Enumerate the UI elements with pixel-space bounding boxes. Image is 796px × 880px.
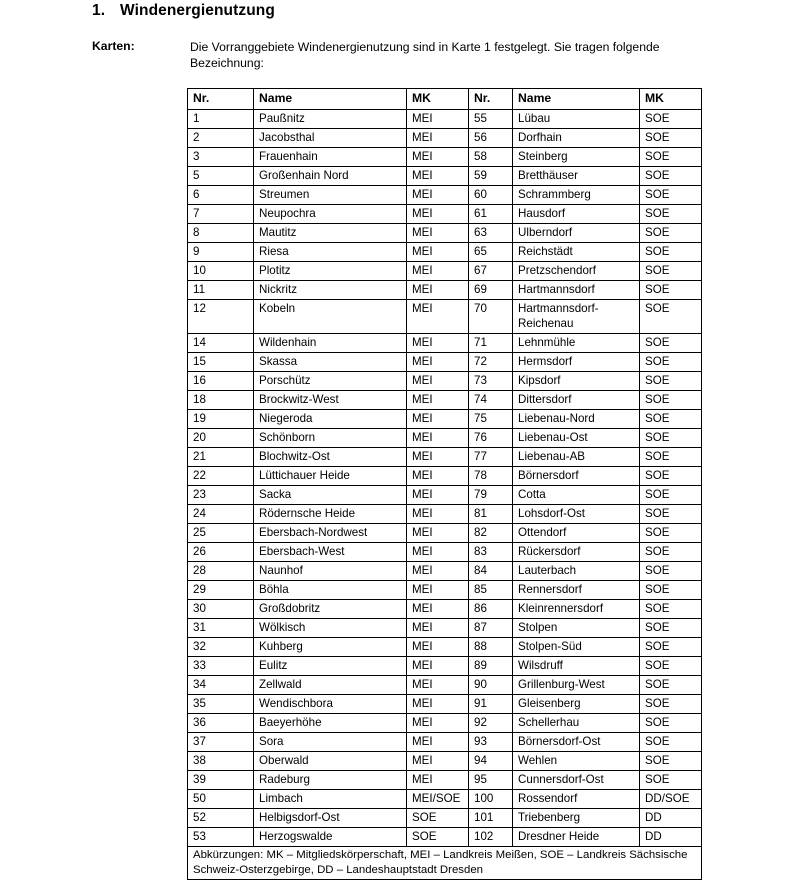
table-cell: 34 <box>188 675 254 694</box>
table-cell: MEI <box>407 770 469 789</box>
table-cell: Pretzschendorf <box>513 262 640 281</box>
table-cell: Wildenhain <box>254 333 407 352</box>
table-cell: MEI <box>407 694 469 713</box>
table-cell: Neupochra <box>254 205 407 224</box>
table-cell: SOE <box>640 580 702 599</box>
table-row <box>188 390 702 409</box>
table-cell: Ebersbach-West <box>254 542 407 561</box>
table-cell: Liebenau-Ost <box>513 428 640 447</box>
table-cell: Kleinrennersdorf <box>513 599 640 618</box>
table-cell: Streumen <box>254 186 407 205</box>
table-cell: 56 <box>469 129 513 148</box>
table-cell: 71 <box>469 333 513 352</box>
table-cell: MEI <box>407 281 469 300</box>
table-cell: Sora <box>254 732 407 751</box>
column-header-mk-right: MK <box>640 89 702 110</box>
table-cell: 92 <box>469 713 513 732</box>
table-cell: MEI <box>407 732 469 751</box>
table-cell: Naunhof <box>254 561 407 580</box>
table-cell: SOE <box>640 675 702 694</box>
table-cell: MEI <box>407 205 469 224</box>
table-cell: MEI <box>407 167 469 186</box>
table-cell: Großenhain Nord <box>254 167 407 186</box>
table-cell: Frauenhain <box>254 148 407 167</box>
table-cell: 83 <box>469 542 513 561</box>
table-row <box>188 409 702 428</box>
table-cell: 79 <box>469 485 513 504</box>
table-cell: 94 <box>469 751 513 770</box>
table-cell: SOE <box>640 390 702 409</box>
table-row <box>188 523 702 542</box>
table-cell: SOE <box>640 637 702 656</box>
table-cell: 5 <box>188 167 254 186</box>
table-cell: Baeyerhöhe <box>254 713 407 732</box>
table-cell: 30 <box>188 599 254 618</box>
table-cell: 14 <box>188 333 254 352</box>
table-cell: Dittersdorf <box>513 390 640 409</box>
table-cell: Böhla <box>254 580 407 599</box>
table-row <box>188 186 702 205</box>
table-cell: 32 <box>188 637 254 656</box>
table-cell: 21 <box>188 447 254 466</box>
table-cell: Porschütz <box>254 371 407 390</box>
table-cell: 59 <box>469 167 513 186</box>
table-cell: 102 <box>469 827 513 846</box>
table-row <box>188 599 702 618</box>
table-cell: MEI <box>407 599 469 618</box>
table-cell: 70 <box>469 300 513 334</box>
heading-text: Windenergienutzung <box>120 2 275 19</box>
table-row <box>188 637 702 656</box>
table-cell: SOE <box>640 129 702 148</box>
table-cell: Großdobritz <box>254 599 407 618</box>
table-cell: Ottendorf <box>513 523 640 542</box>
table-cell: Schönborn <box>254 428 407 447</box>
table-cell: MEI <box>407 333 469 352</box>
column-header-mk-left: MK <box>407 89 469 110</box>
table-row <box>188 428 702 447</box>
table-row <box>188 732 702 751</box>
table-cell: 65 <box>469 243 513 262</box>
table-cell: 63 <box>469 224 513 243</box>
table-row <box>188 110 702 129</box>
table-row <box>188 713 702 732</box>
table-cell: MEI <box>407 656 469 675</box>
table-row <box>188 243 702 262</box>
table-cell: MEI <box>407 110 469 129</box>
table-cell: 85 <box>469 580 513 599</box>
table-cell: Wölkisch <box>254 618 407 637</box>
table-cell: 16 <box>188 371 254 390</box>
table-row <box>188 485 702 504</box>
table-cell: 12 <box>188 300 254 334</box>
column-header-nr-right: Nr. <box>469 89 513 110</box>
table-cell: 35 <box>188 694 254 713</box>
table-cell: 60 <box>469 186 513 205</box>
table-cell: SOE <box>640 656 702 675</box>
table-footnote-row <box>188 846 702 879</box>
table-cell: 39 <box>188 770 254 789</box>
table-cell: 23 <box>188 485 254 504</box>
table-cell: Nickritz <box>254 281 407 300</box>
table-cell: Lehnmühle <box>513 333 640 352</box>
table-cell: MEI <box>407 224 469 243</box>
page-title <box>92 2 275 20</box>
table-cell: MEI <box>407 243 469 262</box>
table-cell: Ulberndorf <box>513 224 640 243</box>
table-cell: MEI <box>407 637 469 656</box>
table-cell: Wehlen <box>513 751 640 770</box>
table-cell: 87 <box>469 618 513 637</box>
table-row <box>188 789 702 808</box>
table-cell: 6 <box>188 186 254 205</box>
table-cell: SOE <box>640 599 702 618</box>
table-cell: Eulitz <box>254 656 407 675</box>
table-cell: Limbach <box>254 789 407 808</box>
table-cell: 88 <box>469 637 513 656</box>
table-cell: SOE <box>640 523 702 542</box>
table-cell: Niegeroda <box>254 409 407 428</box>
table-cell: MEI <box>407 390 469 409</box>
table-cell: SOE <box>640 770 702 789</box>
table-row <box>188 262 702 281</box>
table-row <box>188 129 702 148</box>
table-row <box>188 675 702 694</box>
table-cell: MEI <box>407 466 469 485</box>
table-cell: MEI <box>407 148 469 167</box>
table-cell: SOE <box>640 224 702 243</box>
table-cell: Riesa <box>254 243 407 262</box>
table-cell: Helbigsdorf-Ost <box>254 808 407 827</box>
heading-number: 1. <box>92 2 106 19</box>
table-cell: SOE <box>640 205 702 224</box>
table-cell: MEI <box>407 262 469 281</box>
vorranggebiete-table <box>187 88 702 880</box>
table-row <box>188 618 702 637</box>
table-cell: 11 <box>188 281 254 300</box>
table-cell: 55 <box>469 110 513 129</box>
table-cell: Lüttichauer Heide <box>254 466 407 485</box>
table-cell: 74 <box>469 390 513 409</box>
table-cell: Hausdorf <box>513 205 640 224</box>
table-cell: MEI/SOE <box>407 789 469 808</box>
table-cell: 28 <box>188 561 254 580</box>
table-cell: Stolpen-Süd <box>513 637 640 656</box>
table-cell: MEI <box>407 561 469 580</box>
table-cell: SOE <box>640 542 702 561</box>
table-cell: 67 <box>469 262 513 281</box>
table-cell: 75 <box>469 409 513 428</box>
column-header-nr-left: Nr. <box>188 89 254 110</box>
table-cell: 19 <box>188 409 254 428</box>
table-row <box>188 205 702 224</box>
column-header-name-left: Name <box>254 89 407 110</box>
table-cell: Reichstädt <box>513 243 640 262</box>
table-cell: Skassa <box>254 352 407 371</box>
table-cell: Plotitz <box>254 262 407 281</box>
table-cell: Schrammberg <box>513 186 640 205</box>
table-cell: Kipsdorf <box>513 371 640 390</box>
table-cell: 25 <box>188 523 254 542</box>
table-cell: 20 <box>188 428 254 447</box>
table-cell: 37 <box>188 732 254 751</box>
table-cell: SOE <box>640 262 702 281</box>
table-cell: SOE <box>640 447 702 466</box>
table-cell: 18 <box>188 390 254 409</box>
table-row <box>188 561 702 580</box>
table-cell: Dorfhain <box>513 129 640 148</box>
table-cell: SOE <box>640 485 702 504</box>
table-cell: 10 <box>188 262 254 281</box>
karten-label: Karten: <box>92 39 135 53</box>
table-cell: SOE <box>640 300 702 334</box>
table-cell: Jacobsthal <box>254 129 407 148</box>
table-row <box>188 281 702 300</box>
table-row <box>188 542 702 561</box>
table-cell: SOE <box>640 732 702 751</box>
table-cell: MEI <box>407 352 469 371</box>
table-cell: 26 <box>188 542 254 561</box>
table-cell: Oberwald <box>254 751 407 770</box>
table-row <box>188 827 702 846</box>
table-cell: Steinberg <box>513 148 640 167</box>
table-cell: SOE <box>640 694 702 713</box>
table-row <box>188 466 702 485</box>
table-cell: SOE <box>640 409 702 428</box>
table-cell: SOE <box>407 808 469 827</box>
table-cell: Dresdner Heide <box>513 827 640 846</box>
table-cell: SOE <box>640 167 702 186</box>
table-row <box>188 808 702 827</box>
table-cell: 72 <box>469 352 513 371</box>
abbreviation-note: Abkürzungen: MK – Mitgliedskörperschaft, MEI – Landkreis Meißen, SOE – Landkreis Sächsische Schweiz-Osterzgebirge, DD – Landeshauptstadt Dresden <box>188 846 702 879</box>
table-cell: MEI <box>407 618 469 637</box>
table-row <box>188 352 702 371</box>
table-cell: Cunnersdorf-Ost <box>513 770 640 789</box>
table-cell: 61 <box>469 205 513 224</box>
table-cell: SOE <box>640 110 702 129</box>
table-cell: MEI <box>407 409 469 428</box>
table-cell: Hartmannsdorf <box>513 281 640 300</box>
table-cell: 78 <box>469 466 513 485</box>
table-cell: Sacka <box>254 485 407 504</box>
table-cell: SOE <box>640 713 702 732</box>
table-row <box>188 770 702 789</box>
table-cell: 89 <box>469 656 513 675</box>
table-cell: Brockwitz-West <box>254 390 407 409</box>
table-cell: 86 <box>469 599 513 618</box>
table-cell: MEI <box>407 129 469 148</box>
table-cell: MEI <box>407 504 469 523</box>
table-cell: Bretthäuser <box>513 167 640 186</box>
table-cell: Wendischbora <box>254 694 407 713</box>
table-cell: 8 <box>188 224 254 243</box>
table-cell: 22 <box>188 466 254 485</box>
table-cell: Rossendorf <box>513 789 640 808</box>
table-cell: Ebersbach-Nordwest <box>254 523 407 542</box>
table-row <box>188 300 702 334</box>
table-cell: Grillenburg-West <box>513 675 640 694</box>
table-cell: SOE <box>640 186 702 205</box>
table-row <box>188 580 702 599</box>
table-cell: Hartmannsdorf-Reichenau <box>513 300 640 334</box>
table-cell: 52 <box>188 808 254 827</box>
table-cell: SOE <box>640 333 702 352</box>
intro-paragraph: Die Vorranggebiete Windenergienutzung sind in Karte 1 festgelegt. Sie tragen folgende Bezeichnung: <box>190 40 660 71</box>
table-cell: 95 <box>469 770 513 789</box>
table-cell: Kobeln <box>254 300 407 334</box>
table-cell: 24 <box>188 504 254 523</box>
table-cell: 9 <box>188 243 254 262</box>
table-cell: 81 <box>469 504 513 523</box>
table-cell: Lohsdorf-Ost <box>513 504 640 523</box>
table-cell: SOE <box>640 352 702 371</box>
table-cell: 58 <box>469 148 513 167</box>
table-cell: MEI <box>407 371 469 390</box>
table-cell: 91 <box>469 694 513 713</box>
table-cell: 73 <box>469 371 513 390</box>
table-cell: Lauterbach <box>513 561 640 580</box>
table-cell: Rödernsche Heide <box>254 504 407 523</box>
column-header-name-right: Name <box>513 89 640 110</box>
table-cell: 3 <box>188 148 254 167</box>
table-cell: MEI <box>407 300 469 334</box>
table-cell: DD <box>640 827 702 846</box>
table-cell: Liebenau-Nord <box>513 409 640 428</box>
table-row <box>188 371 702 390</box>
table-cell: Stolpen <box>513 618 640 637</box>
table-row <box>188 148 702 167</box>
table-cell: MEI <box>407 675 469 694</box>
table-cell: 50 <box>188 789 254 808</box>
table-cell: 100 <box>469 789 513 808</box>
table-cell: SOE <box>640 504 702 523</box>
table-cell: SOE <box>640 466 702 485</box>
table-row <box>188 224 702 243</box>
table-cell: SOE <box>640 371 702 390</box>
table-header-row <box>188 89 702 110</box>
table-cell: 33 <box>188 656 254 675</box>
table-cell: MEI <box>407 428 469 447</box>
table-cell: Lübau <box>513 110 640 129</box>
table-cell: 15 <box>188 352 254 371</box>
table-row <box>188 656 702 675</box>
table-cell: MEI <box>407 542 469 561</box>
table-cell: MEI <box>407 751 469 770</box>
table-cell: Cotta <box>513 485 640 504</box>
table-cell: 7 <box>188 205 254 224</box>
table-cell: 31 <box>188 618 254 637</box>
table-cell: Blochwitz-Ost <box>254 447 407 466</box>
table-cell: SOE <box>407 827 469 846</box>
table-cell: 101 <box>469 808 513 827</box>
table-cell: 53 <box>188 827 254 846</box>
table-row <box>188 504 702 523</box>
table-cell: SOE <box>640 148 702 167</box>
table-cell: MEI <box>407 713 469 732</box>
table-cell: 38 <box>188 751 254 770</box>
table-cell: Mautitz <box>254 224 407 243</box>
table-row <box>188 694 702 713</box>
table-cell: 29 <box>188 580 254 599</box>
table-cell: Paußnitz <box>254 110 407 129</box>
table-cell: SOE <box>640 243 702 262</box>
table-cell: MEI <box>407 580 469 599</box>
table-cell: MEI <box>407 186 469 205</box>
table-cell: 93 <box>469 732 513 751</box>
table-cell: Börnersdorf <box>513 466 640 485</box>
table-cell: 90 <box>469 675 513 694</box>
table-cell: MEI <box>407 447 469 466</box>
table-cell: Triebenberg <box>513 808 640 827</box>
table-cell: 1 <box>188 110 254 129</box>
table-cell: 84 <box>469 561 513 580</box>
table-cell: SOE <box>640 428 702 447</box>
table-cell: 82 <box>469 523 513 542</box>
table-cell: 77 <box>469 447 513 466</box>
table-cell: DD/SOE <box>640 789 702 808</box>
table-row <box>188 167 702 186</box>
table-cell: SOE <box>640 751 702 770</box>
table-cell: Hermsdorf <box>513 352 640 371</box>
table-cell: Liebenau-AB <box>513 447 640 466</box>
table-cell: Rückersdorf <box>513 542 640 561</box>
table-cell: Kuhberg <box>254 637 407 656</box>
table-cell: DD <box>640 808 702 827</box>
table-cell: Rennersdorf <box>513 580 640 599</box>
table-cell: Börnersdorf-Ost <box>513 732 640 751</box>
table-cell: SOE <box>640 618 702 637</box>
table-cell: MEI <box>407 523 469 542</box>
table-cell: SOE <box>640 281 702 300</box>
table-cell: Radeburg <box>254 770 407 789</box>
table-cell: Herzogswalde <box>254 827 407 846</box>
table-cell: 69 <box>469 281 513 300</box>
table-row <box>188 333 702 352</box>
table-cell: SOE <box>640 561 702 580</box>
table-row <box>188 751 702 770</box>
table-cell: 2 <box>188 129 254 148</box>
table-cell: 76 <box>469 428 513 447</box>
table-cell: MEI <box>407 485 469 504</box>
table-cell: Schellerhau <box>513 713 640 732</box>
table-cell: Gleisenberg <box>513 694 640 713</box>
table-cell: Zellwald <box>254 675 407 694</box>
table-cell: Wilsdruff <box>513 656 640 675</box>
table-cell: 36 <box>188 713 254 732</box>
table-row <box>188 447 702 466</box>
